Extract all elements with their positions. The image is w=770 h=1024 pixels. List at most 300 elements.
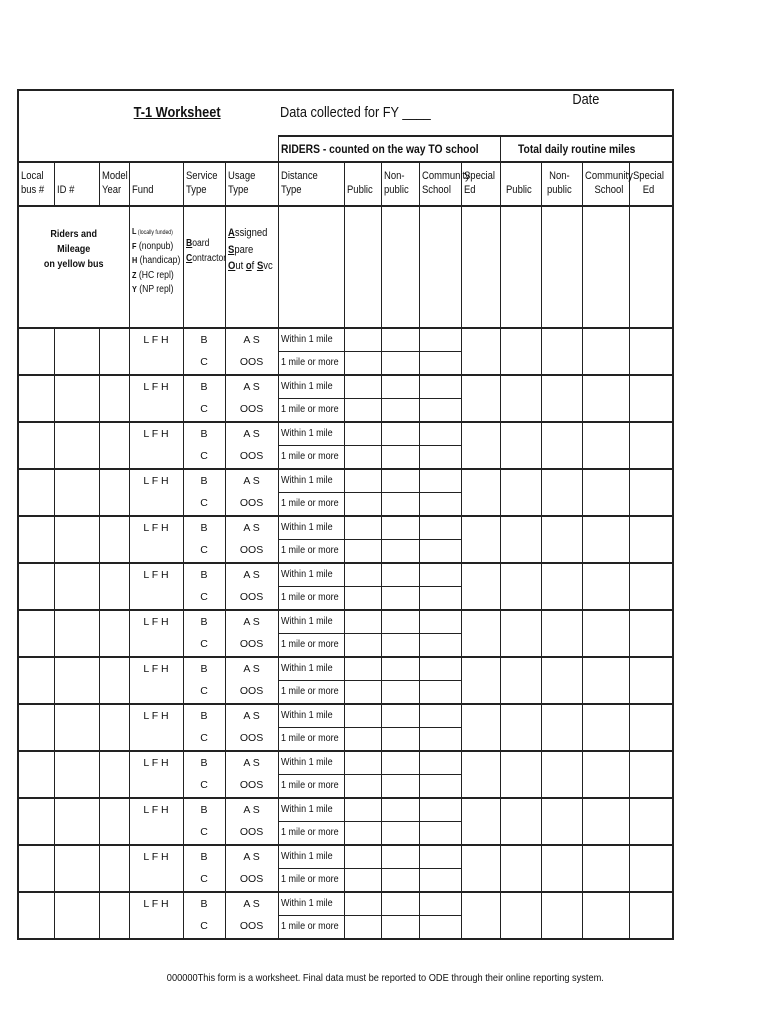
public-riders-field[interactable]: [344, 328, 381, 352]
model-year-field[interactable]: [99, 422, 129, 469]
miles-community-field[interactable]: [582, 798, 629, 845]
entry-row-top: [18, 516, 673, 540]
miles-nonpublic-field[interactable]: [541, 375, 582, 422]
id-field[interactable]: [54, 798, 99, 845]
community-riders-field[interactable]: [419, 916, 461, 940]
public-riders-field[interactable]: [344, 822, 381, 846]
miles-community-field[interactable]: [582, 657, 629, 704]
miles-special-ed-field[interactable]: [629, 657, 673, 704]
service-option-contractor[interactable]: C: [183, 681, 225, 705]
special-ed-riders-field[interactable]: [461, 328, 500, 375]
fund-blank: [129, 493, 183, 517]
col-fund: Fund: [129, 162, 183, 206]
miles-community-field[interactable]: [582, 328, 629, 375]
usage-option-oos[interactable]: OOS: [225, 587, 278, 611]
nonpublic-riders-field[interactable]: [381, 657, 419, 681]
public-riders-field[interactable]: [344, 869, 381, 893]
service-option-contractor[interactable]: C: [183, 822, 225, 846]
nonpublic-riders-field[interactable]: [381, 775, 419, 799]
nonpublic-riders-field[interactable]: [381, 798, 419, 822]
service-option-board[interactable]: B: [183, 892, 225, 916]
miles-nonpublic-field[interactable]: [541, 328, 582, 375]
miles-nonpublic-field[interactable]: [541, 563, 582, 610]
entry-row-top: [18, 845, 673, 869]
col-miles-nonpublic: Non- public: [541, 162, 582, 206]
community-riders-field[interactable]: [419, 587, 461, 611]
miles-nonpublic-field[interactable]: [541, 657, 582, 704]
community-riders-field[interactable]: [419, 469, 461, 493]
nonpublic-riders-field[interactable]: [381, 422, 419, 446]
service-legend: Board Contractor: [183, 206, 225, 328]
distance-within-1-mile: Within 1 mile: [278, 798, 344, 822]
miles-public-field[interactable]: [500, 751, 541, 798]
special-ed-riders-field[interactable]: [461, 375, 500, 422]
nonpublic-riders-field[interactable]: [381, 540, 419, 564]
miles-community-field[interactable]: [582, 751, 629, 798]
community-riders-field[interactable]: [419, 610, 461, 634]
local-bus-field[interactable]: [18, 798, 54, 845]
fund-options[interactable]: L F H: [129, 610, 183, 634]
community-riders-field[interactable]: [419, 728, 461, 752]
miles-community-field[interactable]: [582, 704, 629, 751]
special-ed-riders-field[interactable]: [461, 892, 500, 939]
public-riders-field[interactable]: [344, 610, 381, 634]
nonpublic-riders-field[interactable]: [381, 869, 419, 893]
usage-option-oos[interactable]: OOS: [225, 399, 278, 423]
service-option-contractor[interactable]: C: [183, 916, 225, 940]
miles-special-ed-field[interactable]: [629, 845, 673, 892]
id-field[interactable]: [54, 328, 99, 375]
miles-special-ed-field[interactable]: [629, 375, 673, 422]
public-riders-field[interactable]: [344, 728, 381, 752]
fund-options[interactable]: L F H: [129, 845, 183, 869]
special-ed-riders-field[interactable]: [461, 845, 500, 892]
miles-nonpublic-field[interactable]: [541, 892, 582, 939]
public-riders-field[interactable]: [344, 493, 381, 517]
public-riders-field[interactable]: [344, 540, 381, 564]
service-option-contractor[interactable]: C: [183, 634, 225, 658]
legend-blank: [278, 206, 344, 328]
special-ed-riders-field[interactable]: [461, 422, 500, 469]
nonpublic-riders-field[interactable]: [381, 352, 419, 376]
entry-row-top: [18, 751, 673, 775]
miles-public-field[interactable]: [500, 657, 541, 704]
miles-section-header: Total daily routine miles: [500, 136, 673, 162]
nonpublic-riders-field[interactable]: [381, 446, 419, 470]
community-riders-field[interactable]: [419, 563, 461, 587]
special-ed-riders-field[interactable]: [461, 798, 500, 845]
distance-within-1-mile: Within 1 mile: [278, 610, 344, 634]
usage-options[interactable]: A S: [225, 516, 278, 540]
community-riders-field[interactable]: [419, 352, 461, 376]
miles-community-field[interactable]: [582, 516, 629, 563]
distance-within-1-mile: Within 1 mile: [278, 751, 344, 775]
nonpublic-riders-field[interactable]: [381, 587, 419, 611]
usage-options[interactable]: A S: [225, 328, 278, 352]
community-riders-field[interactable]: [419, 375, 461, 399]
model-year-field[interactable]: [99, 704, 129, 751]
community-riders-field[interactable]: [419, 892, 461, 916]
fy-label: Data collected for FY ____: [280, 103, 431, 121]
id-field[interactable]: [54, 422, 99, 469]
distance-within-1-mile: Within 1 mile: [278, 657, 344, 681]
col-usage-type: Usage Type: [225, 162, 278, 206]
fund-blank: [129, 681, 183, 705]
col-model-year: Model Year: [99, 162, 129, 206]
model-year-field[interactable]: [99, 657, 129, 704]
public-riders-field[interactable]: [344, 751, 381, 775]
footer-note: 000000This form is a worksheet. Final data must be reported to ODE through their online reporting system.: [166, 972, 604, 984]
service-option-contractor[interactable]: C: [183, 352, 225, 376]
service-option-board[interactable]: B: [183, 657, 225, 681]
local-bus-field[interactable]: [18, 751, 54, 798]
fund-options[interactable]: L F H: [129, 892, 183, 916]
service-option-contractor[interactable]: C: [183, 587, 225, 611]
service-option-board[interactable]: B: [183, 375, 225, 399]
nonpublic-riders-field[interactable]: [381, 469, 419, 493]
usage-options[interactable]: A S: [225, 892, 278, 916]
service-option-board[interactable]: B: [183, 845, 225, 869]
service-option-board[interactable]: B: [183, 751, 225, 775]
public-riders-field[interactable]: [344, 892, 381, 916]
legend-blank: [419, 206, 461, 328]
public-riders-field[interactable]: [344, 657, 381, 681]
miles-community-field[interactable]: [582, 563, 629, 610]
usage-option-oos[interactable]: OOS: [225, 728, 278, 752]
usage-option-oos[interactable]: OOS: [225, 822, 278, 846]
public-riders-field[interactable]: [344, 469, 381, 493]
fund-options[interactable]: L F H: [129, 798, 183, 822]
community-riders-field[interactable]: [419, 446, 461, 470]
id-field[interactable]: [54, 892, 99, 939]
miles-nonpublic-field[interactable]: [541, 845, 582, 892]
community-riders-field[interactable]: [419, 399, 461, 423]
fund-blank: [129, 916, 183, 940]
service-option-contractor[interactable]: C: [183, 493, 225, 517]
miles-nonpublic-field[interactable]: [541, 704, 582, 751]
nonpublic-riders-field[interactable]: [381, 493, 419, 517]
id-field[interactable]: [54, 610, 99, 657]
community-riders-field[interactable]: [419, 328, 461, 352]
nonpublic-riders-field[interactable]: [381, 751, 419, 775]
miles-public-field[interactable]: [500, 892, 541, 939]
service-option-contractor[interactable]: C: [183, 399, 225, 423]
distance-1-mile-or-more: 1 mile or more: [278, 352, 344, 376]
service-option-board[interactable]: B: [183, 563, 225, 587]
nonpublic-riders-field[interactable]: [381, 328, 419, 352]
usage-options[interactable]: A S: [225, 375, 278, 399]
special-ed-riders-field[interactable]: [461, 610, 500, 657]
public-riders-field[interactable]: [344, 775, 381, 799]
usage-options[interactable]: A S: [225, 610, 278, 634]
distance-1-mile-or-more: 1 mile or more: [278, 446, 344, 470]
public-riders-field[interactable]: [344, 845, 381, 869]
fund-options[interactable]: L F H: [129, 657, 183, 681]
model-year-field[interactable]: [99, 751, 129, 798]
public-riders-field[interactable]: [344, 375, 381, 399]
model-year-field[interactable]: [99, 375, 129, 422]
miles-special-ed-field[interactable]: [629, 704, 673, 751]
usage-options[interactable]: A S: [225, 563, 278, 587]
local-bus-field[interactable]: [18, 892, 54, 939]
community-riders-field[interactable]: [419, 493, 461, 517]
public-riders-field[interactable]: [344, 634, 381, 658]
community-riders-field[interactable]: [419, 634, 461, 658]
fund-options[interactable]: L F H: [129, 469, 183, 493]
col-distance-type: Distance Type: [278, 162, 344, 206]
distance-1-mile-or-more: 1 mile or more: [278, 587, 344, 611]
miles-public-field[interactable]: [500, 610, 541, 657]
public-riders-field[interactable]: [344, 352, 381, 376]
fund-options[interactable]: L F H: [129, 751, 183, 775]
service-option-contractor[interactable]: C: [183, 728, 225, 752]
miles-community-field[interactable]: [582, 469, 629, 516]
public-riders-field[interactable]: [344, 563, 381, 587]
model-year-field[interactable]: [99, 892, 129, 939]
id-field[interactable]: [54, 751, 99, 798]
fund-options[interactable]: L F H: [129, 375, 183, 399]
usage-option-oos[interactable]: OOS: [225, 352, 278, 376]
id-field[interactable]: [54, 516, 99, 563]
miles-special-ed-field[interactable]: [629, 798, 673, 845]
special-ed-riders-field[interactable]: [461, 563, 500, 610]
nonpublic-riders-field[interactable]: [381, 610, 419, 634]
service-option-board[interactable]: B: [183, 469, 225, 493]
local-bus-field[interactable]: [18, 469, 54, 516]
nonpublic-riders-field[interactable]: [381, 728, 419, 752]
public-riders-field[interactable]: [344, 681, 381, 705]
local-bus-field[interactable]: [18, 845, 54, 892]
nonpublic-riders-field[interactable]: [381, 634, 419, 658]
usage-options[interactable]: A S: [225, 657, 278, 681]
miles-special-ed-field[interactable]: [629, 751, 673, 798]
miles-public-field[interactable]: [500, 798, 541, 845]
fund-blank: [129, 540, 183, 564]
community-riders-field[interactable]: [419, 798, 461, 822]
miles-nonpublic-field[interactable]: [541, 516, 582, 563]
miles-community-field[interactable]: [582, 422, 629, 469]
miles-public-field[interactable]: [500, 328, 541, 375]
public-riders-field[interactable]: [344, 704, 381, 728]
service-option-board[interactable]: B: [183, 328, 225, 352]
community-riders-field[interactable]: [419, 422, 461, 446]
miles-public-field[interactable]: [500, 704, 541, 751]
col-miles-community-school: Community School: [582, 162, 629, 206]
entry-row-top: [18, 610, 673, 634]
community-riders-field[interactable]: [419, 657, 461, 681]
col-public: Public: [344, 162, 381, 206]
col-local-bus: Local bus #: [18, 162, 54, 206]
miles-public-field[interactable]: [500, 563, 541, 610]
public-riders-field[interactable]: [344, 422, 381, 446]
service-option-board[interactable]: B: [183, 516, 225, 540]
miles-nonpublic-field[interactable]: [541, 751, 582, 798]
usage-option-oos[interactable]: OOS: [225, 775, 278, 799]
distance-within-1-mile: Within 1 mile: [278, 375, 344, 399]
legend-blank: [461, 206, 500, 328]
model-year-field[interactable]: [99, 610, 129, 657]
community-riders-field[interactable]: [419, 845, 461, 869]
entry-row-top: [18, 657, 673, 681]
distance-1-mile-or-more: 1 mile or more: [278, 493, 344, 517]
distance-1-mile-or-more: 1 mile or more: [278, 540, 344, 564]
special-ed-riders-field[interactable]: [461, 469, 500, 516]
entry-row-top: [18, 422, 673, 446]
public-riders-field[interactable]: [344, 446, 381, 470]
distance-within-1-mile: Within 1 mile: [278, 469, 344, 493]
community-riders-field[interactable]: [419, 516, 461, 540]
nonpublic-riders-field[interactable]: [381, 375, 419, 399]
local-bus-field[interactable]: [18, 516, 54, 563]
miles-special-ed-field[interactable]: [629, 563, 673, 610]
usage-option-oos[interactable]: OOS: [225, 634, 278, 658]
legend-blank: [500, 206, 541, 328]
local-bus-field[interactable]: [18, 610, 54, 657]
public-riders-field[interactable]: [344, 916, 381, 940]
worksheet-table: [17, 89, 674, 940]
public-riders-field[interactable]: [344, 798, 381, 822]
service-option-board[interactable]: B: [183, 798, 225, 822]
usage-options[interactable]: A S: [225, 751, 278, 775]
nonpublic-riders-field[interactable]: [381, 892, 419, 916]
service-option-contractor[interactable]: C: [183, 540, 225, 564]
entry-row-top: [18, 375, 673, 399]
public-riders-field[interactable]: [344, 516, 381, 540]
fund-options[interactable]: L F H: [129, 422, 183, 446]
miles-community-field[interactable]: [582, 845, 629, 892]
miles-special-ed-field[interactable]: [629, 892, 673, 939]
local-bus-field[interactable]: [18, 704, 54, 751]
id-field[interactable]: [54, 657, 99, 704]
nonpublic-riders-field[interactable]: [381, 563, 419, 587]
usage-options[interactable]: A S: [225, 422, 278, 446]
service-option-board[interactable]: B: [183, 610, 225, 634]
service-option-contractor[interactable]: C: [183, 869, 225, 893]
special-ed-riders-field[interactable]: [461, 657, 500, 704]
usage-options[interactable]: A S: [225, 798, 278, 822]
miles-public-field[interactable]: [500, 422, 541, 469]
local-bus-field[interactable]: [18, 422, 54, 469]
community-riders-field[interactable]: [419, 540, 461, 564]
nonpublic-riders-field[interactable]: [381, 916, 419, 940]
nonpublic-riders-field[interactable]: [381, 704, 419, 728]
community-riders-field[interactable]: [419, 822, 461, 846]
id-field[interactable]: [54, 563, 99, 610]
fund-options[interactable]: L F H: [129, 563, 183, 587]
id-field[interactable]: [54, 469, 99, 516]
nonpublic-riders-field[interactable]: [381, 845, 419, 869]
nonpublic-riders-field[interactable]: [381, 681, 419, 705]
service-option-contractor[interactable]: C: [183, 446, 225, 470]
distance-within-1-mile: Within 1 mile: [278, 328, 344, 352]
public-riders-field[interactable]: [344, 587, 381, 611]
miles-nonpublic-field[interactable]: [541, 469, 582, 516]
miles-special-ed-field[interactable]: [629, 516, 673, 563]
community-riders-field[interactable]: [419, 681, 461, 705]
miles-special-ed-field[interactable]: [629, 328, 673, 375]
col-miles-public: Public: [500, 162, 541, 206]
local-bus-field[interactable]: [18, 375, 54, 422]
id-field[interactable]: [54, 375, 99, 422]
nonpublic-riders-field[interactable]: [381, 822, 419, 846]
special-ed-riders-field[interactable]: [461, 516, 500, 563]
model-year-field[interactable]: [99, 798, 129, 845]
service-option-board[interactable]: B: [183, 704, 225, 728]
miles-special-ed-field[interactable]: [629, 610, 673, 657]
distance-1-mile-or-more: 1 mile or more: [278, 399, 344, 423]
distance-1-mile-or-more: 1 mile or more: [278, 728, 344, 752]
nonpublic-riders-field[interactable]: [381, 516, 419, 540]
special-ed-riders-field[interactable]: [461, 751, 500, 798]
fund-options[interactable]: L F H: [129, 704, 183, 728]
miles-community-field[interactable]: [582, 610, 629, 657]
miles-public-field[interactable]: [500, 516, 541, 563]
local-bus-field[interactable]: [18, 328, 54, 375]
distance-within-1-mile: Within 1 mile: [278, 516, 344, 540]
usage-option-oos[interactable]: OOS: [225, 446, 278, 470]
riders-section-header: RIDERS - counted on the way TO school: [278, 136, 500, 162]
usage-option-oos[interactable]: OOS: [225, 540, 278, 564]
public-riders-field[interactable]: [344, 399, 381, 423]
distance-1-mile-or-more: 1 mile or more: [278, 775, 344, 799]
model-year-field[interactable]: [99, 328, 129, 375]
community-riders-field[interactable]: [419, 751, 461, 775]
model-year-field[interactable]: [99, 563, 129, 610]
miles-community-field[interactable]: [582, 892, 629, 939]
community-riders-field[interactable]: [419, 775, 461, 799]
miles-public-field[interactable]: [500, 845, 541, 892]
distance-1-mile-or-more: 1 mile or more: [278, 916, 344, 940]
id-field[interactable]: [54, 845, 99, 892]
model-year-field[interactable]: [99, 845, 129, 892]
distance-within-1-mile: Within 1 mile: [278, 704, 344, 728]
service-option-contractor[interactable]: C: [183, 775, 225, 799]
usage-options[interactable]: A S: [225, 704, 278, 728]
local-bus-field[interactable]: [18, 657, 54, 704]
model-year-field[interactable]: [99, 516, 129, 563]
fund-options[interactable]: L F H: [129, 516, 183, 540]
miles-nonpublic-field[interactable]: [541, 798, 582, 845]
miles-special-ed-field[interactable]: [629, 469, 673, 516]
usage-options[interactable]: A S: [225, 845, 278, 869]
community-riders-field[interactable]: [419, 704, 461, 728]
local-bus-field[interactable]: [18, 563, 54, 610]
usage-option-oos[interactable]: OOS: [225, 916, 278, 940]
service-option-board[interactable]: B: [183, 422, 225, 446]
community-riders-field[interactable]: [419, 869, 461, 893]
miles-nonpublic-field[interactable]: [541, 422, 582, 469]
usage-legend: Assigned Spare Out of Svc: [225, 206, 278, 328]
miles-special-ed-field[interactable]: [629, 422, 673, 469]
special-ed-riders-field[interactable]: [461, 704, 500, 751]
miles-community-field[interactable]: [582, 375, 629, 422]
fund-blank: [129, 869, 183, 893]
usage-option-oos[interactable]: OOS: [225, 869, 278, 893]
usage-options[interactable]: A S: [225, 469, 278, 493]
usage-option-oos[interactable]: OOS: [225, 493, 278, 517]
fund-options[interactable]: L F H: [129, 328, 183, 352]
fund-blank: [129, 775, 183, 799]
model-year-field[interactable]: [99, 469, 129, 516]
usage-option-oos[interactable]: OOS: [225, 681, 278, 705]
id-field[interactable]: [54, 704, 99, 751]
miles-public-field[interactable]: [500, 375, 541, 422]
nonpublic-riders-field[interactable]: [381, 399, 419, 423]
miles-nonpublic-field[interactable]: [541, 610, 582, 657]
miles-public-field[interactable]: [500, 469, 541, 516]
entry-row-top: [18, 563, 673, 587]
col-id: ID #: [54, 162, 99, 206]
